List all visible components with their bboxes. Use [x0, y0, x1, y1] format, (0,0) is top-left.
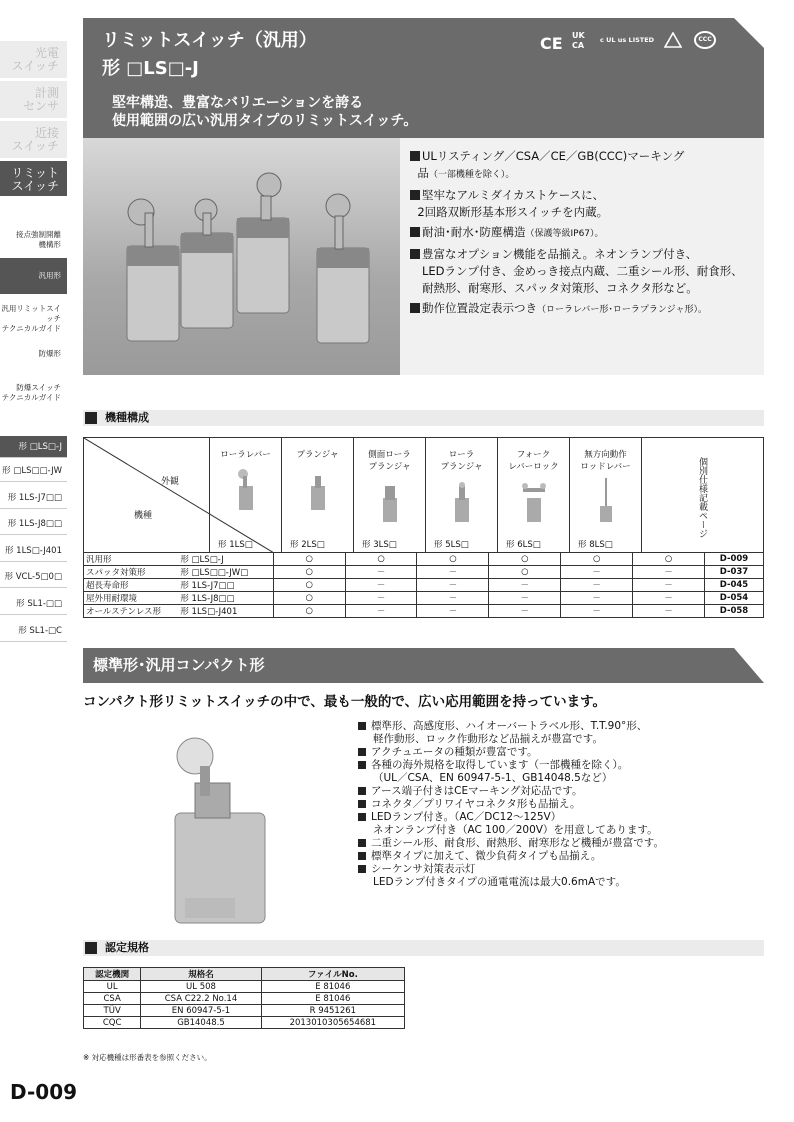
sidebar-model-j7[interactable]: 形 1LS-J7□□ — [0, 487, 67, 509]
feature-item: ULリスティング／CSA／CE／GB(CCC)マーキング 品（一部機種を除く）。 — [410, 148, 754, 184]
bullet-square-icon — [358, 865, 366, 873]
sidebar-tab-limit[interactable]: リミット スイッチ — [0, 160, 67, 196]
bullet-square-icon — [358, 800, 366, 808]
table-corner-cell: 外観 機種 — [84, 438, 210, 553]
page-model: 形 □LS□-J — [102, 58, 199, 79]
table-row: UL UL 508 E 81046 — [84, 981, 405, 993]
compact-section-bar: 標準形･汎用コンパクト形 — [83, 648, 764, 683]
sidebar-model-vcl[interactable]: 形 VCL-5□0□ — [0, 566, 67, 588]
product-photo — [83, 138, 400, 375]
compact-bullet-item: 標準タイプに加えて、微少負荷タイプも品揃え。 — [358, 850, 758, 863]
bullet-square-icon — [410, 227, 420, 237]
bullet-square-icon — [358, 761, 366, 769]
sidebar-model-j8[interactable]: 形 1LS-J8□□ — [0, 513, 67, 535]
column-header: ローラ プランジャ 形 5LS□ — [426, 438, 498, 553]
compact-lead: コンパクト形リミットスイッチの中で、最も一般的で、広い応用範囲を持っています。 — [83, 694, 606, 710]
column-header: ローラレバー 形 1LS□ — [210, 438, 282, 553]
compact-bullet-item: 標準形、高感度形、ハイオーバートラベル形、T.T.90°形、 軽作動形、ロック作動形など品揃えが豊富です。 — [358, 720, 758, 746]
section-marker-icon — [85, 942, 97, 954]
table-row: 屋外用耐環境 形 1LS-J8□□ ○ － － － － － D-054 — [84, 592, 764, 605]
sidebar-model-j401[interactable]: 形 1LS□-J401 — [0, 540, 67, 562]
limit-switch-group-image — [83, 138, 400, 375]
sidebar-sub-guide[interactable]: 汎用リミットスイッチ テクニカルガイド — [1, 304, 61, 333]
cert-note: ※ 対応機種は形番表を参照ください。 — [83, 1053, 212, 1062]
compact-bullet-item: 各種の海外規格を取得しています（一部機種を除く）。 （UL／CSA、EN 60947-5-1、GB14048.5など） — [358, 759, 758, 785]
sidebar-model-sl1c[interactable]: 形 SL1-□C — [0, 620, 67, 642]
ul-listed-icon: c UL us LISTED — [600, 36, 655, 44]
section-model-config: 機種構成 — [83, 410, 764, 426]
feature-item: 耐油･耐水･防塵構造（保護等級IP67）。 — [410, 224, 754, 243]
page-number: D-009 — [10, 1080, 78, 1104]
sidebar-sub-forced[interactable]: 接点強制開離 機構形 — [16, 230, 61, 249]
feature-item: 動作位置設定表示つき（ローラレバー形･ローラプランジャ形）。 — [410, 300, 754, 319]
table-row: 汎用形 形 □LS□-J ○ ○ ○ ○ ○ ○ D-009 — [84, 553, 764, 566]
bullet-square-icon — [410, 249, 420, 259]
bullet-square-icon — [410, 190, 420, 200]
sidebar-tab-proximity[interactable]: 近接 スイッチ — [0, 120, 67, 158]
sidebar-tab-measurement[interactable]: 計測 センサ — [0, 80, 67, 118]
compact-bullet-item: アース端子付きはCEマーキング対応品です。 — [358, 785, 758, 798]
ccc-mark-icon: CCC — [694, 31, 716, 49]
bullet-square-icon — [358, 852, 366, 860]
table-row: オールステンレス形 形 1LS□-J401 ○ － － － － － D-058 — [84, 605, 764, 618]
header-desc-2: 使用範囲の広い汎用タイプのリミットスイッチ。 — [112, 113, 418, 129]
sidebar-sub-explosion-guide[interactable]: 防爆スイッチ テクニカルガイド — [1, 383, 61, 402]
corner-fold — [734, 18, 764, 48]
bullet-square-icon — [410, 303, 420, 313]
bullet-square-icon — [410, 151, 420, 161]
feature-item: 豊富なオプション機能を品揃え。ネオンランプ付き、 LEDランプ付き、金めっき接点内蔵、二重シール形、耐食形、耐熱形、耐寒形、スパッタ対策形、コネクタ形など。 — [410, 246, 754, 297]
header-desc-1: 堅牢構造、豊富なバリエーションを誇る — [112, 95, 364, 111]
bar-corner — [734, 648, 764, 683]
ukca-mark-icon: UK CA — [572, 31, 585, 50]
sidebar-tab-photoelectric[interactable]: 光電 スイッチ — [0, 40, 67, 78]
sidebar-model-lsj[interactable]: 形 □LS□-J — [0, 436, 67, 458]
feature-item: 堅牢なアルミダイカストケースに、 2回路双断形基本形スイッチを内蔵。 — [410, 187, 754, 221]
section-marker-icon — [85, 412, 97, 424]
column-header: フォーク レバーロック 形 6LS□ — [498, 438, 570, 553]
compact-bullet-item: 二重シール形、耐食形、耐熱形、耐寒形など機種が豊富です。 — [358, 837, 758, 850]
ce-mark-icon: CE — [540, 34, 563, 53]
model-table — [83, 437, 764, 553]
page-column-header: 個別仕様記載ページ — [642, 438, 764, 553]
table-row: CSA CSA C22.2 No.14 E 81046 — [84, 993, 405, 1005]
page-title: リミットスイッチ（汎用） — [102, 30, 317, 51]
bullet-square-icon — [358, 722, 366, 730]
compact-bullet-item: LEDランプ付き。（AC／DC12～125V） ネオンランプ付き（AC 100／200V）を用意してあります。 — [358, 811, 758, 837]
section-certification: 認定規格 — [83, 940, 764, 956]
sidebar-sub-general[interactable]: 汎用形 — [0, 258, 67, 294]
bullet-square-icon — [358, 787, 366, 795]
column-header: プランジャ 形 2LS□ — [282, 438, 354, 553]
compact-bullet-item: アクチュエータの種類が豊富です。 — [358, 746, 758, 759]
feature-list — [400, 138, 764, 375]
column-header: 無方向動作 ロッドレバー 形 8LS□ — [570, 438, 642, 553]
warning-triangle-icon — [664, 32, 682, 48]
compact-switch-image — [160, 728, 290, 928]
cert-header-row: 認定機関 規格名 ファイルNo. — [84, 968, 405, 981]
compact-bullets — [358, 720, 758, 889]
table-row: TÜV EN 60947-5-1 R 9451261 — [84, 1005, 405, 1017]
table-row: 超長寿命形 形 1LS-J7□□ ○ － － － － － D-045 — [84, 579, 764, 592]
sidebar-model-lsjw[interactable]: 形 □LS□□-JW — [0, 460, 67, 482]
bullet-square-icon — [358, 748, 366, 756]
model-table-rows — [83, 552, 764, 618]
column-header: 側面ローラ プランジャ 形 3LS□ — [354, 438, 426, 553]
sidebar-sub-explosion[interactable]: 防爆形 — [38, 349, 61, 358]
sidebar-model-sl1[interactable]: 形 SL1-□□ — [0, 593, 67, 615]
bullet-square-icon — [358, 839, 366, 847]
compact-bullet-item: コネクタ／プリワイヤコネクタ形も品揃え。 — [358, 798, 758, 811]
bullet-square-icon — [358, 813, 366, 821]
compact-bullet-item: シーケンサ対策表示灯 LEDランプ付きタイプの通電電流は最大0.6mAです。 — [358, 863, 758, 889]
table-row: CQC GB14048.5 2013010305654681 — [84, 1017, 405, 1029]
cert-table — [83, 967, 405, 1029]
table-row: スパッタ対策形 形 □LS□□-JW□ ○ － － ○ － － D-037 — [84, 566, 764, 579]
